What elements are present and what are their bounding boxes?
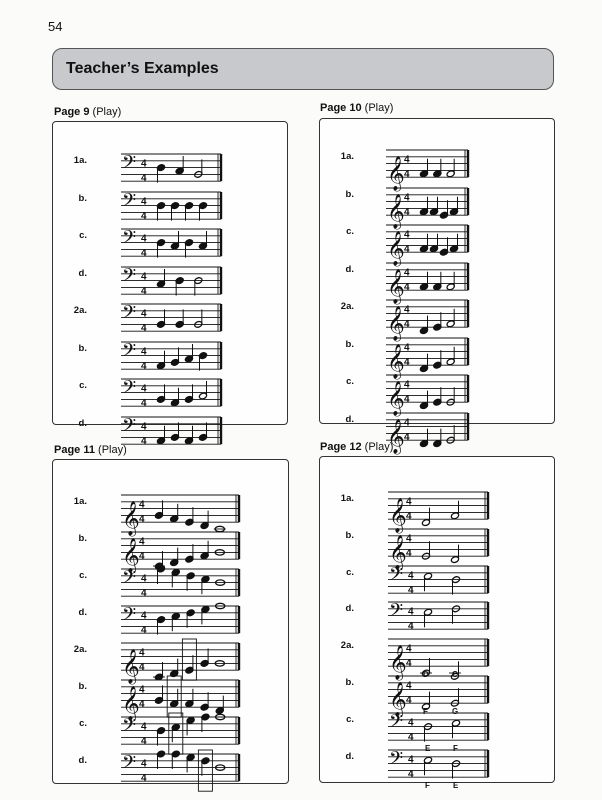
example-label: c. [346,566,354,578]
time-signature-top: 4 [404,154,410,166]
treble-clef-icon: 𝄞 [389,645,407,681]
example-label: c. [79,718,87,729]
treble-clef-icon: 𝄞 [387,231,405,267]
time-signature-top: 4 [141,271,147,283]
time-signature-bottom: 4 [141,323,147,335]
music-staff [320,256,474,304]
time-signature-top: 4 [404,417,410,429]
time-signature-top: 4 [141,233,147,245]
time-signature-bottom: 4 [139,662,145,674]
time-signature-top: 4 [404,342,410,354]
note-name-label: F [425,780,430,790]
time-signature-bottom: 4 [141,285,147,297]
time-signature-bottom: 4 [141,588,147,600]
time-signature-bottom: 4 [141,625,147,637]
treble-clef-icon: 𝄞 [387,156,405,192]
music-staff [320,293,474,342]
time-signature-bottom: 4 [404,169,410,181]
time-signature-top: 4 [404,304,410,316]
bass-clef-icon: 𝄢 [122,340,137,366]
note-name-label: C [452,670,458,680]
time-signature-bottom: 4 [406,547,412,559]
example-label: 1a. [340,493,354,504]
example-label: b. [78,342,87,354]
time-signature-bottom: 4 [141,736,147,748]
music-staff [53,185,227,221]
time-signature-top: 4 [141,421,147,433]
time-signature-top: 4 [139,499,145,511]
section-heading-page-10: Page 10 (Play) [320,102,394,114]
music-staff [53,488,245,537]
music-staff [53,410,227,446]
example-label: 1a. [73,155,87,166]
time-signature-bottom: 4 [408,768,414,780]
example-label: c. [346,376,354,387]
time-signature-bottom: 4 [141,773,147,785]
bass-clef-icon: 𝄢 [389,564,404,590]
note-highlight-box [198,750,212,791]
time-signature-top: 4 [139,647,145,659]
section-heading-page-9: Page 9 (Play) [54,106,122,118]
treble-clef-icon: 𝄞 [122,501,140,537]
time-signature-bottom: 4 [408,584,414,596]
time-signature-top: 4 [406,643,412,655]
example-label: b. [345,529,354,541]
example-label: b. [345,338,354,350]
example-label: d. [345,603,354,615]
bass-clef-icon: 𝄢 [389,600,404,626]
example-label: d. [78,267,87,279]
bass-clef-icon: 𝄢 [122,567,137,593]
time-signature-top: 4 [141,573,147,585]
music-staff [53,599,245,635]
time-signature-bottom: 4 [139,514,145,526]
time-signature-top: 4 [404,229,410,241]
treble-clef-icon: 𝄞 [389,534,407,570]
time-signature-top: 4 [139,684,145,696]
example-label: 1a. [73,496,87,507]
treble-clef-icon: 𝄞 [122,649,140,685]
time-signature-bottom: 4 [404,206,410,218]
examples-panel-page-9 [52,121,288,447]
time-signature-bottom: 4 [404,319,410,331]
music-staff [53,747,245,783]
example-label: b. [78,681,87,692]
time-signature-top: 4 [141,158,147,170]
music-staff [53,673,245,722]
time-signature-top: 4 [139,536,145,548]
music-staff [320,743,494,779]
music-staff [53,710,245,746]
time-signature-bottom: 4 [139,699,145,711]
example-label: b. [345,677,354,688]
time-signature-bottom: 4 [404,244,410,256]
music-staff [320,632,494,681]
music-staff [320,595,494,631]
music-staff [53,260,227,296]
note-name-label: E [425,743,431,753]
time-signature-bottom: 4 [406,511,412,523]
time-signature-bottom: 4 [141,398,147,410]
music-staff [320,368,474,417]
bass-clef-icon: 𝄢 [122,152,137,178]
note-name-label: G [452,707,459,716]
time-signature-top: 4 [406,496,412,508]
treble-clef-icon: 𝄞 [387,193,405,229]
time-signature-top: 4 [141,721,147,733]
example-label: c. [346,226,354,237]
treble-clef-icon: 𝄞 [122,686,140,722]
time-signature-bottom: 4 [139,551,145,563]
time-signature-top: 4 [141,758,147,770]
music-staff [320,485,494,534]
bass-clef-icon: 𝄢 [122,302,137,328]
bass-clef-icon: 𝄢 [389,711,404,737]
example-label: d. [78,607,87,618]
example-label: c. [79,380,87,391]
music-staff [53,335,227,371]
time-signature-top: 4 [141,610,147,622]
time-signature-bottom: 4 [404,431,410,443]
example-label: d. [345,750,354,762]
music-staff [320,706,494,742]
time-signature-top: 4 [406,533,412,545]
time-signature-top: 4 [141,308,147,320]
time-signature-top: 4 [141,196,147,208]
example-label: 2a. [340,640,354,652]
example-label: d. [345,263,354,275]
example-label: 1a. [340,151,354,162]
title-banner [52,48,554,90]
note-name-label: E [453,780,459,790]
music-staff [53,525,245,574]
treble-clef-icon: 𝄞 [387,306,405,342]
bass-clef-icon: 𝄢 [122,415,137,441]
examples-panel-page-12 [319,456,555,790]
music-staff [320,669,494,718]
treble-clef-icon: 𝄞 [389,682,407,718]
music-staff [320,522,494,570]
music-staff [53,372,227,408]
music-staff [320,331,474,379]
time-signature-top: 4 [406,680,412,692]
example-label: 2a. [73,644,87,655]
time-signature-bottom: 4 [141,248,147,260]
bass-clef-icon: 𝄢 [122,227,137,253]
treble-clef-icon: 𝄞 [387,418,405,454]
example-label: b. [345,188,354,200]
page-title: Teacher’s Examples [66,60,219,77]
example-label: c. [346,713,354,725]
time-signature-bottom: 4 [141,435,147,447]
time-signature-top: 4 [141,383,147,395]
music-staff [320,181,474,229]
music-staff [53,297,227,333]
bass-clef-icon: 𝄢 [389,748,404,774]
time-signature-top: 4 [404,267,410,279]
bass-clef-icon: 𝄢 [122,715,137,741]
music-staff [320,218,474,267]
bass-clef-icon: 𝄢 [122,604,137,630]
treble-clef-icon: 𝄞 [387,381,405,417]
music-staff [320,559,494,595]
bass-clef-icon: 𝄢 [122,752,137,778]
time-signature-bottom: 4 [408,731,414,743]
example-label: 2a. [340,301,354,312]
bass-clef-icon: 𝄢 [122,265,137,291]
music-staff [53,147,227,183]
time-signature-top: 4 [408,754,414,766]
time-signature-top: 4 [408,717,414,729]
example-label: d. [78,755,87,766]
time-signature-bottom: 4 [408,621,414,633]
time-signature-bottom: 4 [404,281,410,293]
treble-clef-icon: 𝄞 [389,498,407,534]
example-label: c. [79,230,87,241]
time-signature-top: 4 [404,192,410,204]
time-signature-bottom: 4 [404,394,410,406]
note-name-label: F [423,707,428,716]
time-signature-bottom: 4 [406,658,412,670]
treble-clef-icon: 𝄞 [387,268,405,304]
time-signature-top: 4 [408,606,414,618]
time-signature-bottom: 4 [141,210,147,222]
time-signature-bottom: 4 [406,695,412,707]
music-staff [53,562,245,598]
time-signature-bottom: 4 [141,173,147,185]
example-label: d. [78,417,87,429]
example-label: b. [78,533,87,544]
treble-clef-icon: 𝄞 [387,343,405,379]
time-signature-top: 4 [408,570,414,582]
note-name-label: D [423,670,429,680]
example-label: d. [345,413,354,425]
example-label: c. [79,570,87,581]
note-name-label: F [453,743,458,753]
time-signature-bottom: 4 [141,360,147,372]
section-heading-page-11: Page 11 (Play) [54,444,127,456]
page-number: 54 [48,19,63,34]
time-signature-bottom: 4 [404,356,410,368]
examples-panel-page-11 [52,459,289,784]
time-signature-top: 4 [141,346,147,358]
bass-clef-icon: 𝄢 [122,377,137,403]
music-staff [53,636,245,685]
section-heading-page-12: Page 12 (Play) [320,441,394,453]
time-signature-top: 4 [404,379,410,391]
example-label: 2a. [73,305,87,316]
music-staff [320,143,474,192]
treble-clef-icon: 𝄞 [122,538,140,574]
bass-clef-icon: 𝄢 [122,190,137,216]
example-label: b. [78,192,87,204]
music-staff [53,222,227,258]
